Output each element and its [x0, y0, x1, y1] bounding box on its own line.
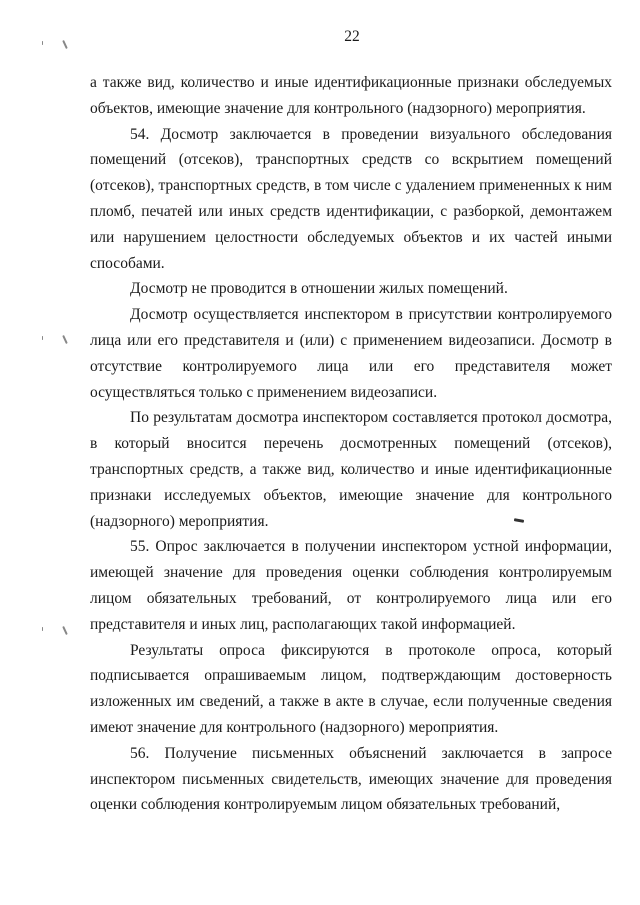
document-body [90, 70, 612, 818]
paragraph-56-explanations: 56. Получение письменных объяснений заключается в запросе инспектором письменных свидетельств, имеющих значение для проведения оценки соблюдения контролируемым лицом обязательных требований, [90, 744, 612, 814]
binding-mark [42, 627, 43, 631]
paragraph-continuation: а также вид, количество и иные идентификационные признаки обследуемых объектов, имеющие значение для контрольного (надзорного) мероприятия. [90, 74, 612, 117]
binding-mark [42, 336, 43, 340]
page-number: 22 [344, 28, 360, 45]
paragraph-no-residential: Досмотр не проводится в отношении жилых помещений. [130, 280, 508, 298]
paragraph-inspection-presence: Досмотр осуществляется инспектором в присутствии контролируемого лица или его представителя и (или) с применением видеозаписи. Досмотр в отсутствие контролируемого лица или его представителя может осуществляться только с применением видеозаписи. [90, 306, 612, 401]
paragraph-55-survey: 55. Опрос заключается в получении инспектором устной информации, имеющей значение для проведения оценки соблюдения контролируемым лицом обязательных требований, от контролируемого лица или его представителя и иных лиц, располагающих такой информацией. [90, 538, 612, 633]
paragraph-survey-results: Результаты опроса фиксируются в протоколе опроса, который подписывается опрашиваемым лицом, подтверждающим достоверность изложенных им сведений, а также в акте в случае, если полученные сведения имеют значение для контрольного (надзорного) мероприятия. [90, 641, 612, 736]
paragraph-54-inspection: 54. Досмотр заключается в проведении визуального обследования помещений (отсеков), транспортных средств со вскрытием помещений (отсеков), транспортных средств, в том числе с удалением примененных к ним пломб, печатей или иных средств идентификации, с разборкой, демонтажем или нарушением целостности обследуемых объектов и их частей иными способами. [90, 125, 612, 272]
paragraph-inspection-protocol: По результатам досмотра инспектором составляется протокол досмотра, в который вносится перечень досмотренных помещений (отсеков), транспортных средств, а также вид, количество и иные идентификационные признаки исследуемых объектов, имеющие значение для контрольного (надзорного) мероприятия. [90, 409, 612, 530]
binding-mark [42, 41, 43, 45]
binding-mark [62, 335, 68, 344]
binding-mark [62, 626, 68, 635]
